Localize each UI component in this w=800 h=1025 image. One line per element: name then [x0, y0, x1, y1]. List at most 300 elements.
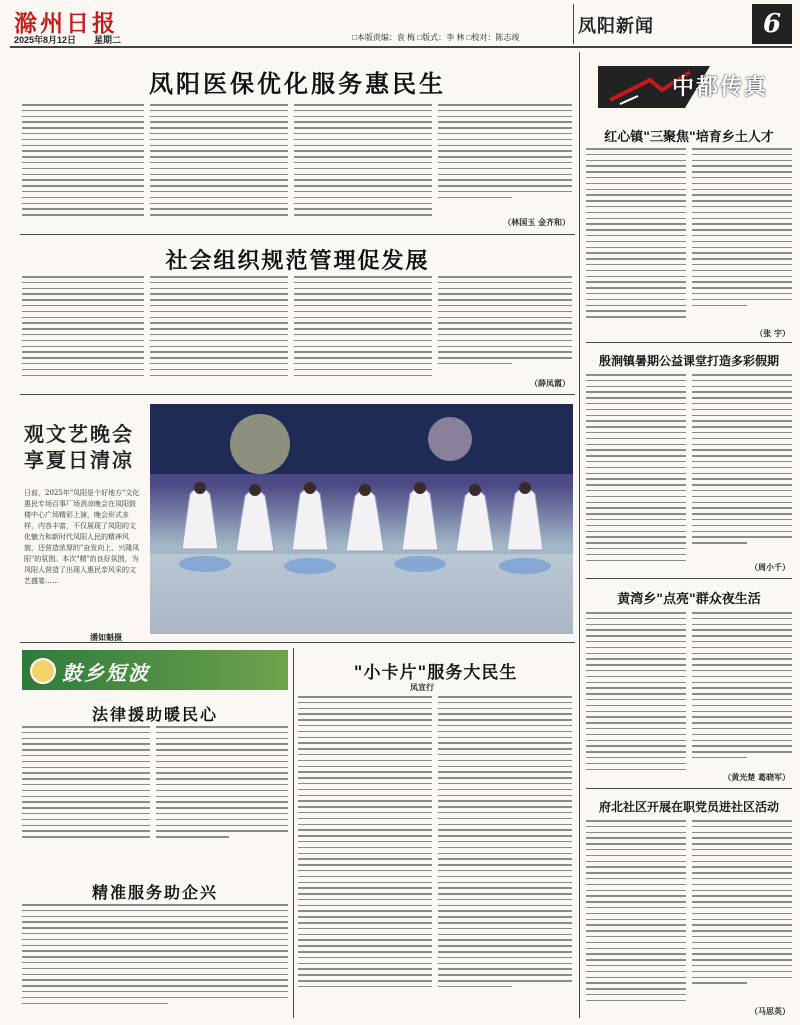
text-line	[22, 197, 144, 199]
text-line	[586, 554, 686, 556]
text-line	[586, 449, 686, 451]
text-line	[692, 484, 792, 486]
text-line	[692, 455, 792, 457]
text-line	[692, 194, 792, 196]
text-line	[692, 942, 792, 944]
text-line	[438, 156, 572, 158]
text-line	[298, 957, 432, 959]
text-line	[298, 951, 432, 953]
text-line	[298, 748, 432, 750]
text-line	[438, 922, 572, 924]
text-line	[692, 415, 792, 417]
text-line	[438, 696, 572, 698]
text-line	[298, 818, 432, 820]
text-line	[586, 461, 686, 463]
text-line	[22, 910, 288, 912]
text-line	[692, 536, 792, 538]
text-line	[438, 346, 572, 348]
text-line	[586, 420, 686, 422]
text-line	[586, 438, 686, 440]
text-line	[586, 397, 686, 399]
text-line	[692, 855, 792, 857]
text-line	[692, 971, 792, 973]
text-line	[692, 705, 792, 707]
text-line	[586, 878, 686, 880]
text-line	[298, 864, 432, 866]
text-line	[298, 853, 432, 855]
text-line	[438, 179, 572, 181]
text-line	[586, 177, 686, 179]
text-line	[298, 939, 432, 941]
stage-dancers-illustration	[150, 404, 573, 634]
text-line	[156, 738, 288, 740]
text-line	[294, 191, 432, 193]
text-line	[22, 974, 288, 976]
text-line	[22, 288, 144, 290]
main-signature: （林国玉 金齐和）	[503, 217, 570, 227]
text-line	[150, 203, 288, 205]
text-line	[22, 962, 288, 964]
text-line	[150, 276, 288, 278]
text-line	[692, 403, 792, 405]
text-line	[150, 104, 288, 106]
text-line	[22, 150, 144, 152]
text-line	[692, 531, 792, 533]
text-line	[586, 861, 686, 863]
social-headline: 社会组织规范管理促发展	[165, 248, 430, 274]
text-line	[586, 223, 686, 225]
text-line	[586, 826, 686, 828]
text-line	[298, 742, 432, 744]
issue-weekday: 星期二	[94, 35, 122, 45]
text-line	[692, 884, 792, 886]
text-line	[586, 415, 686, 417]
drum-icon	[30, 658, 56, 684]
text-line	[150, 133, 288, 135]
text-line	[586, 519, 686, 521]
text-line	[438, 928, 572, 930]
text-line	[692, 305, 747, 307]
text-line	[692, 751, 792, 753]
text-line	[586, 936, 686, 938]
text-line	[294, 299, 432, 301]
text-line	[298, 829, 432, 831]
text-line	[586, 722, 686, 724]
opera-title-line-1: 观文艺晚会	[24, 422, 134, 446]
text-line	[586, 241, 686, 243]
text-line	[22, 185, 144, 187]
text-line	[298, 968, 432, 970]
text-line	[692, 664, 792, 666]
text-line	[150, 145, 288, 147]
text-line	[438, 340, 572, 342]
text-line	[438, 963, 572, 965]
text-line	[22, 784, 150, 786]
text-line	[298, 702, 432, 704]
text-line	[586, 380, 686, 382]
text-line	[438, 191, 572, 193]
text-line	[156, 784, 288, 786]
text-line	[586, 1000, 686, 1002]
text-line	[438, 882, 572, 884]
text-line	[692, 832, 792, 834]
text-line	[586, 948, 686, 950]
text-line	[22, 933, 288, 935]
text-line	[586, 994, 686, 996]
section-divider	[586, 788, 792, 789]
text-line	[586, 629, 686, 631]
text-line	[586, 252, 686, 254]
text-line	[692, 612, 792, 614]
text-line	[692, 397, 792, 399]
text-line	[586, 148, 686, 150]
text-line	[438, 968, 572, 970]
text-line	[150, 340, 288, 342]
text-line	[294, 104, 432, 106]
text-line	[298, 824, 432, 826]
text-line	[586, 229, 686, 231]
text-line	[22, 801, 150, 803]
text-line	[586, 988, 686, 990]
text-line	[22, 116, 144, 118]
text-line	[438, 858, 572, 860]
text-line	[586, 930, 686, 932]
text-line	[692, 490, 792, 492]
text-line	[150, 127, 288, 129]
text-line	[692, 872, 792, 874]
text-line	[692, 229, 792, 231]
text-line	[22, 340, 144, 342]
text-line	[438, 771, 572, 773]
text-line	[692, 699, 792, 701]
text-line	[586, 942, 686, 944]
text-line	[22, 726, 150, 728]
text-line	[692, 826, 792, 828]
text-line	[586, 467, 686, 469]
text-line	[692, 206, 792, 208]
text-line	[586, 403, 686, 405]
text-line	[692, 861, 792, 863]
text-line	[692, 467, 792, 469]
text-line	[156, 755, 288, 757]
text-line	[692, 693, 792, 695]
section-divider	[586, 578, 792, 579]
text-line	[22, 203, 144, 205]
text-line	[22, 761, 150, 763]
text-line	[298, 783, 432, 785]
text-line	[22, 755, 150, 757]
text-line	[298, 737, 432, 739]
section-divider	[20, 642, 575, 643]
text-line	[586, 977, 686, 979]
text-line	[22, 968, 288, 970]
text-line	[586, 258, 686, 260]
text-line	[438, 282, 572, 284]
text-line	[692, 629, 792, 631]
text-line	[298, 986, 432, 988]
text-line	[150, 197, 288, 199]
text-line	[156, 726, 288, 728]
text-line	[692, 502, 792, 504]
text-line	[692, 687, 792, 689]
text-line	[298, 835, 432, 837]
text-line	[586, 183, 686, 185]
panpu-col-2	[692, 374, 792, 556]
text-line	[438, 351, 572, 353]
text-line	[294, 363, 432, 365]
text-line	[438, 299, 572, 301]
text-line	[294, 162, 432, 164]
text-line	[692, 653, 792, 655]
text-line	[586, 849, 686, 851]
text-line	[150, 116, 288, 118]
text-line	[692, 658, 792, 660]
text-line	[586, 635, 686, 637]
text-line	[692, 148, 792, 150]
text-line	[22, 916, 288, 918]
text-line	[438, 951, 572, 953]
text-line	[692, 624, 792, 626]
paper-name: 滁州日报	[14, 10, 118, 37]
text-line	[438, 934, 572, 936]
text-line	[692, 930, 792, 932]
text-line	[22, 311, 144, 313]
text-line	[150, 375, 288, 377]
drum-banner-label: 鼓乡短波	[62, 661, 150, 685]
text-line	[586, 745, 686, 747]
text-line	[22, 991, 288, 993]
text-line	[692, 919, 792, 921]
section-divider	[586, 342, 792, 343]
text-line	[294, 208, 432, 210]
text-line	[298, 899, 432, 901]
text-line	[438, 800, 572, 802]
text-line	[692, 618, 792, 620]
text-line	[692, 849, 792, 851]
text-line	[22, 357, 144, 359]
text-line	[22, 950, 288, 952]
text-line	[586, 473, 686, 475]
text-line	[586, 276, 686, 278]
rural-talent-col-1	[586, 148, 686, 336]
text-line	[438, 185, 572, 187]
text-line	[438, 824, 572, 826]
main-article-col-2	[150, 104, 288, 230]
text-line	[692, 212, 792, 214]
text-line	[586, 264, 686, 266]
text-line	[438, 905, 572, 907]
text-line	[586, 820, 686, 822]
text-line	[150, 150, 288, 152]
text-line	[438, 139, 572, 141]
text-line	[438, 766, 572, 768]
text-line	[298, 708, 432, 710]
text-line	[438, 945, 572, 947]
text-line	[586, 884, 686, 886]
text-line	[438, 719, 572, 721]
text-line	[294, 328, 432, 330]
text-line	[438, 853, 572, 855]
text-line	[438, 133, 572, 135]
text-line	[586, 154, 686, 156]
drum-short-news-banner	[22, 650, 288, 690]
text-line	[438, 783, 572, 785]
text-line	[22, 375, 144, 377]
text-line	[22, 363, 144, 365]
text-line	[692, 740, 792, 742]
text-line	[22, 939, 288, 941]
text-line	[586, 872, 686, 874]
text-line	[150, 363, 288, 365]
text-line	[586, 837, 686, 839]
text-line	[586, 409, 686, 411]
page-number-box	[752, 4, 792, 44]
text-line	[298, 719, 432, 721]
text-line	[692, 171, 792, 173]
text-line	[692, 542, 747, 544]
text-line	[438, 748, 572, 750]
panpu-headline: 殷涧镇暑期公益课堂打造多彩假期	[598, 354, 779, 368]
text-line	[586, 391, 686, 393]
text-line	[294, 311, 432, 313]
text-line	[692, 734, 792, 736]
text-line	[586, 287, 686, 289]
text-line	[298, 934, 432, 936]
text-line	[22, 790, 150, 792]
text-line	[22, 110, 144, 112]
text-line	[438, 731, 572, 733]
text-line	[22, 299, 144, 301]
text-line	[294, 139, 432, 141]
text-line	[586, 728, 686, 730]
text-line	[692, 473, 792, 475]
text-line	[586, 664, 686, 666]
card-article-col-1	[298, 696, 432, 1016]
text-line	[298, 905, 432, 907]
text-line	[150, 299, 288, 301]
text-line	[294, 288, 432, 290]
text-line	[438, 150, 572, 152]
court-headline: 府北社区开展在职党员进社区活动	[598, 800, 779, 814]
text-line	[294, 197, 432, 199]
text-line	[438, 168, 572, 170]
text-line	[294, 127, 432, 129]
text-line	[586, 484, 686, 486]
text-line	[22, 927, 288, 929]
text-line	[692, 449, 792, 451]
text-line	[298, 841, 432, 843]
text-line	[586, 901, 686, 903]
section-name: 凤阳新闻	[578, 16, 654, 37]
rural-signature: （张 宇）	[755, 328, 790, 338]
text-line	[438, 357, 572, 359]
text-line	[294, 351, 432, 353]
text-line	[150, 168, 288, 170]
enterprise-headline: 精准服务助企兴	[91, 883, 218, 902]
text-line	[438, 174, 572, 176]
text-line	[692, 235, 792, 237]
text-line	[22, 743, 150, 745]
text-line	[156, 819, 288, 821]
main-article-col-1	[22, 104, 144, 230]
text-line	[156, 743, 288, 745]
text-line	[298, 713, 432, 715]
text-line	[438, 841, 572, 843]
legal-headline: 法律援助暖民心	[91, 705, 218, 724]
text-line	[692, 878, 792, 880]
huangwan-headline: 黄湾乡"点亮"群众夜生活	[617, 592, 761, 607]
text-line	[586, 218, 686, 220]
text-line	[586, 560, 686, 562]
text-line	[156, 825, 288, 827]
text-line	[156, 813, 288, 815]
text-line	[298, 922, 432, 924]
editor-credits: □本版责编：袁 梅 □版式：李 林 □校对：陈志竣	[352, 33, 520, 42]
text-line	[586, 965, 686, 967]
text-line	[22, 904, 288, 906]
text-line	[692, 837, 792, 839]
text-line	[586, 305, 686, 307]
text-line	[22, 807, 150, 809]
text-line	[586, 866, 686, 868]
text-line	[586, 612, 686, 614]
text-line	[438, 363, 512, 365]
main-article-col-3	[294, 104, 432, 230]
text-line	[438, 334, 572, 336]
text-line	[150, 121, 288, 123]
text-line	[586, 971, 686, 973]
text-line	[150, 191, 288, 193]
text-line	[22, 328, 144, 330]
text-line	[586, 525, 686, 527]
text-line	[22, 168, 144, 170]
text-line	[22, 830, 150, 832]
text-line	[298, 754, 432, 756]
text-line	[298, 916, 432, 918]
text-line	[692, 866, 792, 868]
text-line	[298, 858, 432, 860]
text-line	[586, 212, 686, 214]
card-byline: 凤宣行	[410, 682, 434, 692]
text-line	[150, 322, 288, 324]
text-line	[298, 847, 432, 849]
text-line	[692, 374, 792, 376]
text-line	[298, 893, 432, 895]
text-line	[586, 959, 686, 961]
text-line	[586, 711, 686, 713]
text-line	[438, 957, 572, 959]
text-line	[692, 223, 792, 225]
text-line	[586, 907, 686, 909]
huangwan-col-2	[692, 612, 792, 768]
text-line	[586, 676, 686, 678]
opera-caption: 日前，2025年"凤阳是个好地方"文化惠民专场百事厂场消凉晚会在凤阳鼓楼中心广场精彩上演，晚会形式多样，内容丰富，不仅展现了凤阳的文化魅力和新时代凤阳人民的精神风貌，还营造浓厚的"奋发向上、兴隆凤阳"的氛围。本次"精"的良好氛围，为凤阳人营造了出现人惠民亲风采的文艺盛宴……	[24, 489, 140, 585]
text-line	[692, 682, 792, 684]
text-line	[150, 293, 288, 295]
text-line	[586, 769, 686, 771]
text-line	[294, 150, 432, 152]
text-line	[298, 795, 432, 797]
text-line	[692, 635, 792, 637]
text-line	[294, 116, 432, 118]
text-line	[586, 293, 686, 295]
text-line	[298, 870, 432, 872]
text-line	[438, 322, 572, 324]
text-line	[298, 974, 432, 976]
card-article-col-2	[438, 696, 572, 1016]
text-line	[294, 322, 432, 324]
text-line	[586, 194, 686, 196]
